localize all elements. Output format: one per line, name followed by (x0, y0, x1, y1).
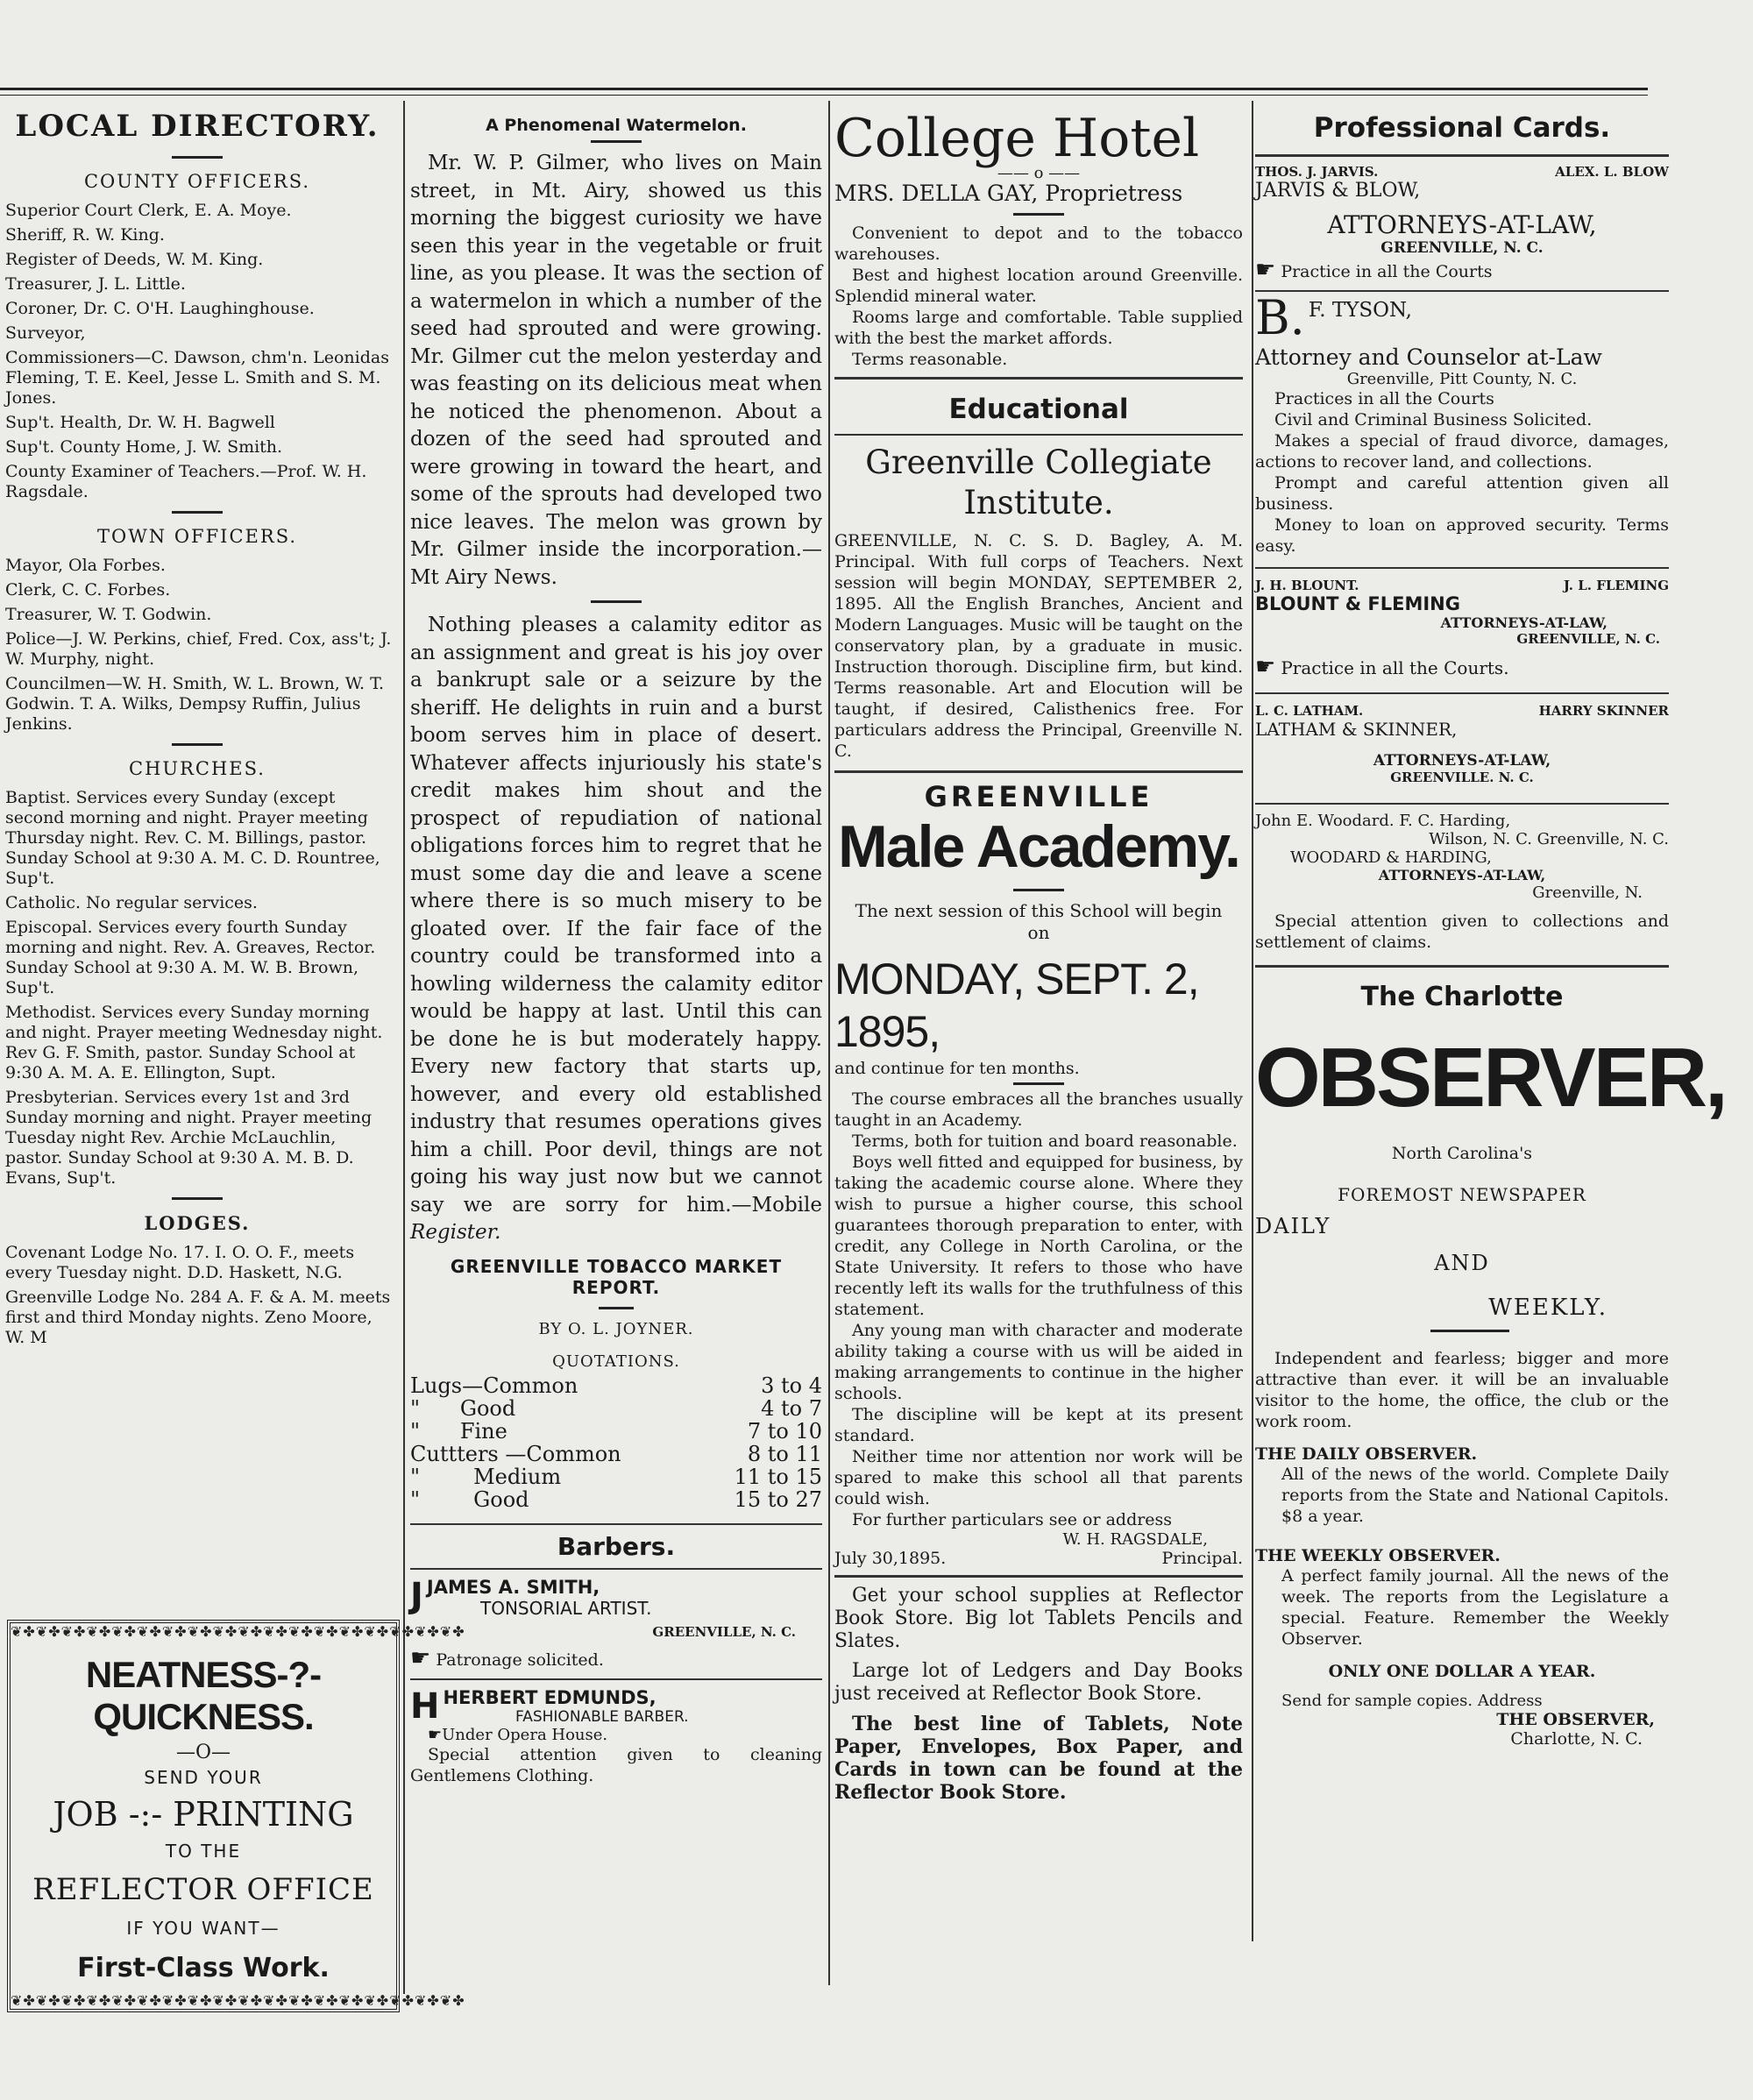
calamity-source: Register. (410, 1221, 501, 1244)
town-heading: TOWN OFFICERS. (96, 526, 298, 547)
divider (1013, 1082, 1064, 1085)
column-rule-3 (1252, 101, 1253, 1941)
church-list (0, 788, 394, 1188)
smith-place: GREENVILLE, N. C. (652, 1623, 796, 1640)
firm-att: ATTORNEYS-AT-LAW, (1440, 614, 1608, 631)
professional-title: Professional Cards. (1313, 112, 1611, 144)
divider (1013, 213, 1064, 216)
quotations-table (410, 1374, 822, 1511)
rule (410, 1568, 822, 1570)
firm-place: GREENVILLE, N. C. (1516, 631, 1660, 647)
lodges-heading: LODGES. (144, 1212, 251, 1234)
divider (172, 1197, 223, 1200)
observer-ad (1255, 982, 1726, 1749)
rule (1255, 567, 1669, 569)
edmunds-note: Special attention given to cleaning Gentlemens Clothing. (410, 1744, 822, 1785)
academy-para: The discipline will be kept at its present standard. (834, 1405, 1243, 1445)
divider (172, 156, 223, 159)
card-names (1255, 164, 1669, 180)
card-tyson (1255, 290, 1669, 557)
observer-nc: North Carolina's (1391, 1144, 1533, 1163)
first-class-work: First-Class Work. (77, 1953, 330, 1983)
card-names (1255, 703, 1669, 719)
hotel-line: Terms reasonable. (852, 350, 1008, 369)
woodard-note: Special attention given to collections and settlement of claims. (1255, 912, 1669, 952)
observer-foremost: FOREMOST NEWSPAPER (1338, 1184, 1586, 1205)
firm-att: ATTORNEYS-AT-LAW, (1378, 867, 1546, 883)
firm-place: GREENVILLE. N. C. (1390, 770, 1534, 785)
rule (1255, 803, 1669, 805)
county-heading: COUNTY OFFICERS. (83, 171, 311, 192)
smith-title: TONSORIAL ARTIST. (480, 1597, 652, 1619)
barber-card-edmunds (410, 1687, 822, 1786)
academy-para: Any young man with character and moderate ability taking a course with us will be aided in making arrangements to continue in the higher schools. (834, 1321, 1243, 1403)
quote-label: " Good (410, 1395, 516, 1421)
firm-place: GREENVILLE, N. C. (1380, 239, 1544, 257)
quote-row (410, 1488, 822, 1511)
quote-value: 15 to 27 (734, 1486, 822, 1512)
tyson-line: Practices in all the Courts (1274, 389, 1494, 408)
observer-weekly: WEEKLY. (1488, 1295, 1608, 1321)
church-item: Presbyterian. Services every 1st and 3rd Sunday morning and night. Prayer meeting Tuesday night Rev. Archie McLauchlin, pastor. Sunday School at 9:30 A. M. B. D. Evans, Sup't. (5, 1088, 373, 1188)
firm-note: ☛ Practice in all the Courts (1255, 257, 1493, 283)
job-printing-ad (7, 1620, 465, 2012)
woodard-line: Wilson, N. C. Greenville, N. C. (1429, 830, 1669, 848)
if-you-want: IF YOU WANT— (126, 1918, 280, 1939)
book-store-ad: The best line of Tablets, Note Paper, Envelopes, Box Paper, and Cards in town can be found at the Reflector Book Store. (834, 1713, 1243, 1804)
town-item: Clerk, C. C. Forbes. (5, 580, 171, 599)
reflector-office: REFLECTOR OFFICE (32, 1872, 374, 1907)
tyson-line: Prompt and careful attention given all business. (1255, 473, 1669, 514)
quote-value: 4 to 7 (761, 1395, 822, 1421)
firm-att: ATTORNEYS-AT-LAW, (1327, 210, 1597, 239)
daily-observer-heading: THE DAILY OBSERVER. (1255, 1444, 1478, 1464)
quote-row (410, 1397, 822, 1420)
observer-and: AND (1434, 1251, 1490, 1275)
directory-title: LOCAL DIRECTORY. (15, 109, 380, 144)
smith-name: JJAMES A. SMITH, (410, 1575, 600, 1616)
partner-right: HARRY SKINNER (1538, 703, 1669, 719)
rule (834, 770, 1243, 773)
firm-name: WOODARD & HARDING, (1290, 848, 1492, 867)
edmunds-place: ☛Under Opera House. (428, 1725, 608, 1744)
card-woodard-harding (1255, 812, 1669, 953)
church-item: Episcopal. Services every fourth Sunday morning and night. Rev. A. Greaves, Rector. Sunday School at 9:30 A. M. W. B. Brown, Sup't. (5, 918, 376, 997)
observer-daily: DAILY (1255, 1214, 1331, 1238)
churches-heading: CHURCHES. (129, 758, 266, 779)
pointing-hand-icon: ☛ (410, 1644, 431, 1671)
hotel-separator: —— o —— (997, 164, 1081, 182)
town-item: Police—J. W. Perkins, chief, Fred. Cox, ass't; J. W. Murphy, night. (5, 629, 392, 669)
observer-intro: Independent and fearless; bigger and more attractive than ever. it will be an invaluable visitor to the home, the office, the club or the work room. (1255, 1349, 1669, 1431)
academy-principal: Principal. (1161, 1549, 1243, 1568)
quote-label: Lugs—Common (410, 1373, 578, 1398)
daily-observer-text: All of the news of the world. Complete Daily reports from the State and National Capitols. $8 a year. (1281, 1465, 1669, 1526)
quote-row (410, 1465, 822, 1488)
card-blount-fleming (1255, 578, 1669, 680)
county-item: Commissioners—C. Dawson, chm'n. Leonidas Fleming, T. E. Keel, Jesse L. Smith and S. M. Jones. (5, 348, 389, 408)
firm-name: JARVIS & BLOW, (1255, 180, 1421, 202)
card-names (1255, 578, 1669, 593)
hotel-title: College Hotel (834, 108, 1200, 169)
tyson-place: Greenville, Pitt County, N. C. (1346, 370, 1578, 388)
county-item: Treasurer, J. L. Little. (5, 274, 186, 294)
firm-name: LATHAM & SKINNER, (1255, 719, 1458, 740)
academy-footer (834, 1549, 1243, 1568)
drop-cap: J (410, 1575, 423, 1616)
watermelon-article: Mr. W. P. Gilmer, who lives on Main street, in Mt. Airy, showed us this morning the biggest curiosity we have seen this year in the vegetable or fruit line, as you please. It was the section of a watermelon in which a number of the seed had sprouted and were growing. Mr. Gilmer cut the melon yesterday and was feasting on its delicious meat when he noticed the phenomenon. About a dozen of the seed had sprouted and were growing in toward the heart, and some of the sprouts had developed two nice leaves. The melon was grown by Mr. Gilmer inside the incorporation.—Mt Airy News. (410, 152, 822, 589)
tyson-line: Money to loan on approved security. Terms easy. (1255, 515, 1669, 556)
county-item: Superior Court Clerk, E. A. Moye. (5, 201, 292, 220)
drop-cap: H (410, 1685, 440, 1727)
job-printing: JOB -:- PRINTING (53, 1795, 354, 1834)
barber-card-smith (410, 1577, 822, 1671)
tyson-name: B. F. TYSON, (1255, 290, 1412, 345)
book-store-ad: Get your school supplies at Reflector Book Store. Big lot Tablets Pencils and Slates. (834, 1585, 1243, 1652)
book-store-ad: Large lot of Ledgers and Day Books just received at Reflector Book Store. (834, 1660, 1243, 1705)
column-rule-2 (828, 101, 830, 1985)
pointing-hand-icon: ☛ (428, 1725, 443, 1744)
town-item: Treasurer, W. T. Godwin. (5, 605, 212, 624)
partner-left: THOS. J. JARVIS. (1255, 164, 1379, 180)
lodge-list (0, 1243, 394, 1348)
observer-address-2: Charlotte, N. C. (1510, 1729, 1643, 1749)
weekly-observer-heading: THE WEEKLY OBSERVER. (1255, 1546, 1501, 1565)
divider (1430, 1330, 1509, 1332)
quotations-heading: QUOTATIONS. (552, 1352, 680, 1371)
county-item: Coroner, Dr. C. O'H. Laughinghouse. (5, 299, 315, 318)
church-item: Baptist. Services every Sunday (except second morning and night. Prayer meeting Thursday night. Rev. C. M. Billings, pastor. Sunday School at 9:30 A. M. C. D. Rountree, Sup't. (5, 788, 380, 888)
tyson-line: Makes a special of fraud divorce, damages, actions to recover land, and collections. (1255, 431, 1669, 472)
lodge-item: Covenant Lodge No. 17. I. O. O. F., meets every Tuesday night. D.D. Haskett, N.G. (5, 1243, 355, 1282)
academy-para: Terms, both for tuition and board reasonable. (852, 1132, 1238, 1151)
firm-att: ATTORNEYS-AT-LAW, (1373, 752, 1551, 770)
rule (834, 377, 1243, 380)
quote-label: " Fine (410, 1418, 507, 1444)
hotel-line: Rooms large and comfortable. Table supplied with the best the market affords. (834, 308, 1243, 348)
send-your: SEND YOUR (144, 1767, 263, 1788)
hotel-education-column (834, 107, 1243, 2018)
church-item: Methodist. Services every Sunday morning and night. Prayer meeting Wednesday night. Rev G. F. Smith, pastor. Sunday School at 9:30 A. M. A. E. Ellington, Supt. (5, 1003, 383, 1082)
partner-left: J. H. BLOUNT. (1255, 578, 1359, 593)
town-item: Councilmen—W. H. Smith, W. L. Brown, W. T. Godwin. T. A. Wilks, Dempsy Ruffin, Julius Jenkins. (5, 674, 384, 734)
smith-note: ☛ Patronage solicited. (410, 1644, 604, 1671)
observer-dollar: ONLY ONE DOLLAR A YEAR. (1328, 1662, 1596, 1681)
rule (834, 434, 1243, 436)
divider (591, 600, 642, 603)
card-jarvis-blow (1255, 164, 1669, 283)
educational-heading: Educational (948, 394, 1129, 425)
academy-title: Male Academy. (838, 813, 1239, 880)
quote-label: " Good (410, 1486, 529, 1512)
to-the: TO THE (165, 1841, 242, 1862)
academy-months: and continue for ten months. (834, 1059, 1080, 1078)
watermelon-title: A Phenomenal Watermelon. (486, 116, 747, 135)
tobacco-byline: BY O. L. JOYNER. (538, 1319, 694, 1338)
observer-title: OBSERVER, (1255, 1031, 1726, 1124)
ornament-border-top: ❦✤❦✤❦✤❦✤❦✤❦✤❦✤❦✤❦✤❦✤❦✤❦✤❦✤❦✤❦✤❦✤❦✤❦✤ (11, 1623, 465, 1640)
academy-para: For further particulars see or address (852, 1510, 1173, 1529)
partner-left: L. C. LATHAM. (1255, 703, 1364, 719)
academy-para: Boys well fitted and equipped for business, by taking the academic course alone. Where they wish to pursue a higher course, this school guarantees thorough preparation to enter, with credit, any College in North Carolina, or the State University. It refers to those who have recently left its walls for the truthfulness of this statement. (834, 1153, 1243, 1319)
ad-o: —O— (175, 1742, 231, 1763)
firm-name: BLOUNT & FLEMING (1255, 593, 1460, 614)
drop-cap: B. (1255, 290, 1305, 345)
quote-row (410, 1420, 822, 1443)
tobacco-title: GREENVILLE TOBACCO MARKET REPORT. (450, 1255, 783, 1298)
rule (410, 1678, 822, 1680)
barbers-heading: Barbers. (557, 1531, 676, 1561)
county-list (0, 201, 394, 502)
county-item: Sup't. County Home, J. W. Smith. (5, 437, 283, 457)
academy-date: MONDAY, SEPT. 2, 1895, (834, 954, 1199, 1056)
quote-row (410, 1374, 822, 1397)
county-item: Register of Deeds, W. M. King. (5, 250, 264, 269)
county-item: Sheriff, R. W. King. (5, 225, 165, 245)
rule (1255, 692, 1669, 694)
tyson-line: Civil and Criminal Business Solicited. (1274, 410, 1593, 429)
academy-pre: GREENVILLE (924, 780, 1153, 813)
quote-value: 8 to 11 (747, 1441, 822, 1466)
quote-row (410, 1443, 822, 1465)
quote-value: 11 to 15 (734, 1464, 822, 1489)
county-item: County Examiner of Teachers.—Prof. W. H. Ragsdale. (5, 462, 367, 501)
town-list (0, 556, 394, 734)
academy-para: The course embraces all the branches usually taught in an Academy. (834, 1089, 1243, 1130)
top-rule-thin (0, 95, 1648, 96)
tyson-title: Attorney and Counselor at-Law (1255, 344, 1602, 370)
firm-note: ☛ Practice in all the Courts. (1255, 654, 1509, 680)
divider (591, 140, 642, 143)
firm-place: Greenville, N. (1532, 883, 1643, 902)
pointing-hand-icon: ☛ (1255, 257, 1276, 283)
top-rule (0, 88, 1648, 90)
edmunds-title: FASHIONABLE BARBER. (515, 1707, 689, 1726)
divider (172, 511, 223, 514)
pointing-hand-icon: ☛ (1255, 654, 1276, 680)
hotel-proprietor: MRS. DELLA GAY, Proprietress (834, 181, 1183, 206)
rule (1255, 154, 1669, 157)
hotel-line: Best and highest location around Greenville. Splendid mineral water. (834, 266, 1243, 306)
professional-cards-column (1255, 107, 1726, 2035)
town-item: Mayor, Ola Forbes. (5, 556, 166, 575)
ornament-border-bottom: ❦✤❦✤❦✤❦✤❦✤❦✤❦✤❦✤❦✤❦✤❦✤❦✤❦✤❦✤❦✤❦✤❦✤❦✤ (11, 1992, 465, 2009)
lodge-item: Greenville Lodge No. 284 A. F. & A. M. meets first and third Monday nights. Zeno Moore, W. M (5, 1288, 391, 1347)
rule (834, 1575, 1243, 1578)
academy-date-sign: July 30,1895. (834, 1549, 947, 1568)
partner-right: ALEX. L. BLOW (1555, 164, 1669, 180)
divider (1013, 889, 1064, 891)
calamity-text: Nothing pleases a calamity editor as an assignment and great is his joy over a bankrupt sale or a seizure by the sheriff. He delights in ruin and a burst boom serves him in place of desert. Whatever affects injuriously his state's credit makes him shout and the prospect of repudiation of national obligations forces him to regret that he must some day die and leave a scene where there is so much misery to be gloated over. If the fair face of the country could be transformed into a howling wilderness the calamity editor would be happy at last. Until this can be done he is but moderately happy. Every new factory that starts up, however, and every old established industry that resumes operations gives him a chill. Poor devil, things are not going his way just now but we cannot say we are sorry for him.—Mobile (410, 614, 822, 1217)
column-rule-1 (403, 101, 405, 1994)
divider (599, 1307, 634, 1309)
card-latham-skinner (1255, 703, 1669, 785)
news-column (410, 103, 822, 2005)
partner-right: J. L. FLEMING (1563, 578, 1669, 593)
rule (1255, 290, 1669, 292)
local-directory-column (0, 103, 394, 1611)
hotel-line: Convenient to depot and to the tobacco warehouses. (834, 223, 1243, 264)
institute-text: GREENVILLE, N. C. S. D. Bagley, A. M. Principal. With full corps of Teachers. Next session will begin MONDAY, SEPTEMBER 2, 1895. All the English Branches, Ancient and Modern Languages. Music will be taught on the conservatory plan, by a graduate in music. Instruction thorough. Discipline firm, but kind. Terms reasonable. Art and Elocution will be taught, if desired, Calisthenics free. For particulars address the Principal, Greenville N. C. (834, 531, 1243, 761)
institute-title: Greenville Collegiate Institute. (865, 443, 1212, 521)
quote-value: 3 to 4 (761, 1373, 822, 1398)
observer-address-1: THE OBSERVER, (1496, 1710, 1655, 1729)
woodard-line: John E. Woodard. F. C. Harding, (1255, 812, 1511, 830)
rule (410, 1523, 822, 1525)
academy-signer: W. H. RAGSDALE, (1062, 1530, 1208, 1549)
academy-para: Neither time nor attention nor work will be spared to make this school all that parents could wish. (834, 1447, 1243, 1508)
observer-send: Send for sample copies. Address (1281, 1692, 1543, 1710)
divider (172, 743, 223, 746)
observer-the: The Charlotte (1360, 982, 1564, 1012)
quote-label: Cuttters —Common (410, 1441, 621, 1466)
church-item: Catholic. No regular services. (5, 893, 258, 912)
county-item: Surveyor, (5, 323, 86, 343)
calamity-article (410, 612, 822, 1247)
neatness-quickness: NEATNESS-?-QUICKNESS. (85, 1654, 322, 1737)
edmunds-name: HHERBERT EDMUNDS, (410, 1685, 656, 1727)
quote-value: 7 to 10 (747, 1418, 822, 1444)
quote-label: " Medium (410, 1464, 562, 1489)
academy-next: The next session of this School will begin on (855, 900, 1223, 943)
weekly-observer-text: A perfect family journal. All the news of the week. The reports from the Legislature a special. Feature. Remember the Weekly Observer. (1281, 1566, 1669, 1649)
county-item: Sup't. Health, Dr. W. H. Bagwell (5, 413, 275, 432)
rule (1255, 965, 1669, 968)
